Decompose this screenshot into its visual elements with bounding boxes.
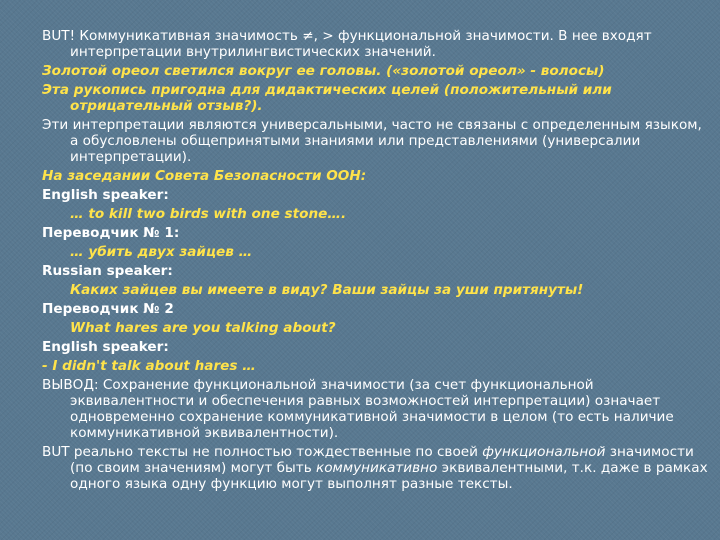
speaker-quote-english-2: - I didn't talk about hares …: [42, 358, 256, 374]
speaker-quote-translator-2: What hares are you talking about?: [70, 320, 336, 336]
example-golden-halo: Золотой ореол светился вокруг ее головы. («золотой ореол» - волосы): [42, 63, 605, 79]
speaker-quote-english-1: … to kill two birds with one stone….: [70, 206, 347, 222]
paragraph-but-final: [42, 444, 710, 492]
speaker-label-translator-2: Переводчик № 2: [42, 301, 174, 317]
final-text-emphasis-functional: функциональной: [482, 444, 606, 460]
paragraph-conclusion: ВЫВОД: Сохранение функциональной значимости (за счет функциональной эквивалентности и обеспечения равных возможностей интерпретации) означает одновременно сохранение коммуникативной значимости в целом (то есть наличие коммуникативной эквивалентности).: [42, 377, 674, 441]
speaker-quote-translator-1: … убить двух зайцев …: [70, 244, 253, 260]
slide-text-body: [42, 28, 710, 495]
example-un-council-heading: На заседании Совета Безопасности ООН:: [42, 168, 367, 184]
speaker-label-translator-1: Переводчик № 1:: [42, 225, 180, 241]
speaker-label-english-1: English speaker:: [42, 187, 169, 203]
paragraph-but-communicative: BUT! Коммуникативная значимость ≠, > функциональной значимости. В нее входят интерпретации внутрилингвистических значений.: [42, 28, 652, 60]
final-text-part-2: значимости (по своим значениям) могут быть: [70, 444, 694, 476]
final-text-emphasis-communicative: коммуникативно: [316, 460, 438, 476]
speaker-quote-russian: Каких зайцев вы имеете в виду? Ваши зайцы за уши притянуты!: [70, 282, 584, 298]
speaker-label-russian: Russian speaker:: [42, 263, 173, 279]
paragraph-universal-interpretations: Эти интерпретации являются универсальными, часто не связаны с определенным языком, а обусловлены общепринятыми знаниями или представлениями (универсалии интерпретации).: [42, 117, 702, 165]
final-text-part-3: эквивалентными, т.к. даже в рамках одного языка одну функцию могут выполнят разные тексты.: [70, 460, 708, 492]
speaker-label-english-2: English speaker:: [42, 339, 169, 355]
example-manuscript: Эта рукопись пригодна для дидактических целей (положительный или отрицательный отзыв?).: [42, 82, 612, 114]
final-text-part-1: BUT реально тексты не полностью тождественные по своей: [42, 444, 483, 460]
